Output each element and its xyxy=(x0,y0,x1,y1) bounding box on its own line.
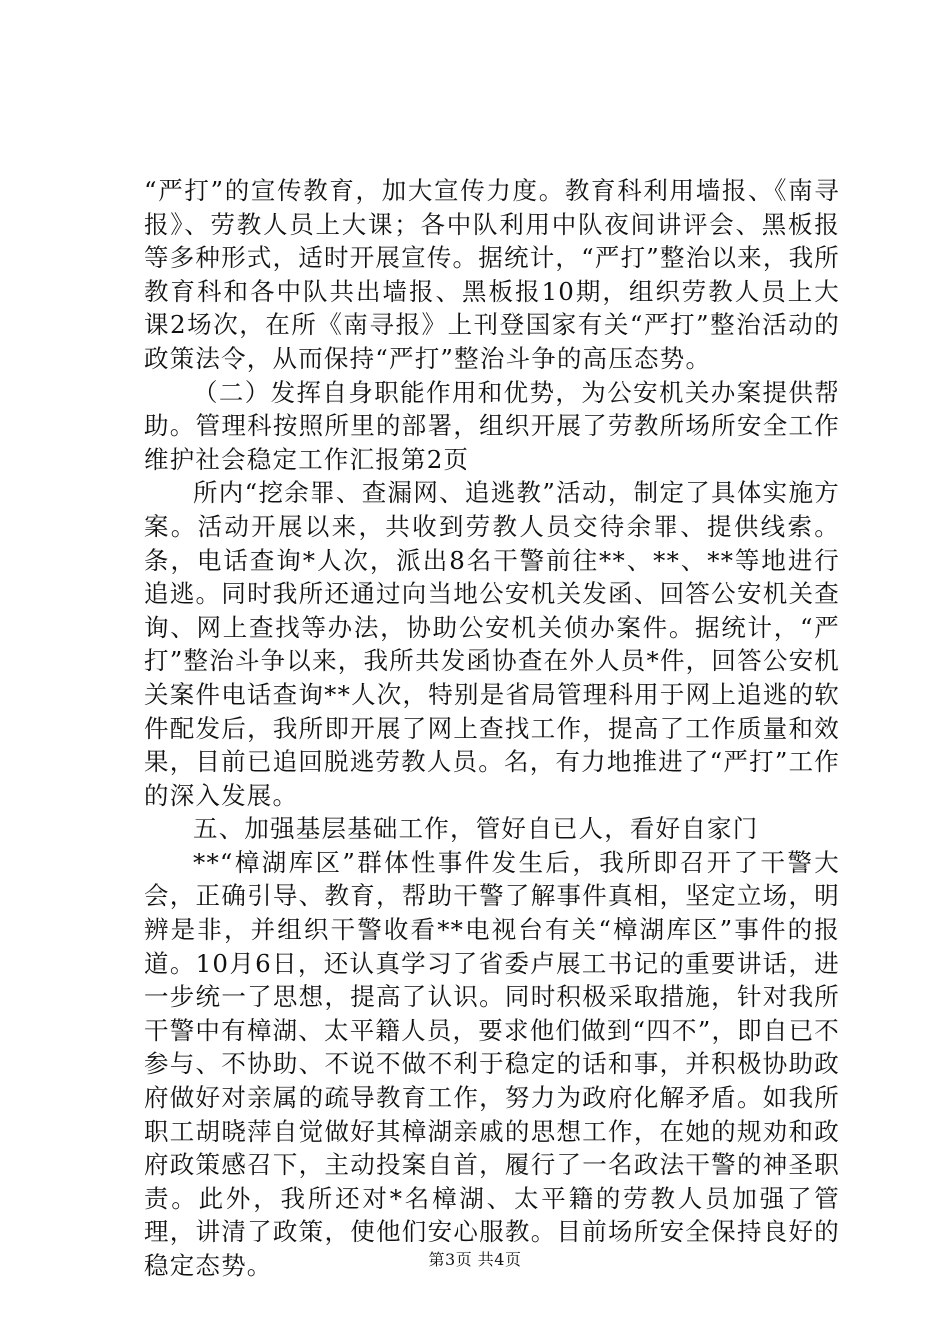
page-footer xyxy=(0,1250,950,1270)
paragraph-1: “严打”的宣传教育，加大宣传力度。教育科利用墙报、《南寻报》、劳教人员上大课；各中队利用中队夜间讲评会、黑板报等多种形式，适时开展宣传。据统计，“严打”整治以来，我所教育科和各中队共出墙报、黑板报10期，组织劳教人员上大课2场次，在所《南寻报》上刊登国家有关“严打”整治活动的政策法令，从而保持“严打”整治斗争的高压态势。 xyxy=(144,176,840,373)
section-heading-5: 五、加强基层基础工作，管好自已人，看好自家门 xyxy=(193,814,759,844)
paragraph-3: 所内“挖余罪、查漏网、追逃教”活动，制定了具体实施方案。活动开展以来，共收到劳教人员交待余罪、提供线索。条，电话查询*人次，派出8名干警前往**、**、**等地进行追逃。同时我所还通过向当地公安机关发函、回答公安机关查询、网上查找等办法，协助公安机关侦办案件。据统计，“严打”整治斗争以来，我所共发函协查在外人员*件，回答公安机关案件电话查询**人次，特别是省局管理科用于网上追逃的软件配发后，我所即开展了网上查找工作，提高了工作质量和效果，目前已追回脱逃劳教人员。名，有力地推进了“严打”工作的深入发展。 xyxy=(144,478,840,810)
paragraph-4: **“樟湖库区”群体性事件发生后，我所即召开了干警大会，正确引导、教育，帮助干警了解事件真相，坚定立场，明辨是非，并组织干警收看**电视台有关“樟湖库区”事件的报道。10月6日，还认真学习了省委卢展工书记的重要讲话，进一步统一了思想，提高了认识。同时积极采取措施，针对我所干警中有樟湖、太平籍人员，要求他们做到“四不”，即自已不参与、不协助、不说不做不利于稳定的话和事，并积极协助政府做好对亲属的疏导教育工作，努力为政府化解矛盾。如我所职工胡晓萍自觉做好其樟湖亲戚的思想工作，在她的规劝和政府政策感召下，主动投案自首，履行了一名政法干警的神圣职责。此外，我所还对*名樟湖、太平籍的劳教人员加强了管理，讲清了政策，使他们安心服教。目前场所安全保持良好的稳定态势。 xyxy=(144,847,840,1280)
document-body xyxy=(144,174,840,1283)
paragraph-2: （二）发挥自身职能作用和优势，为公安机关办案提供帮助。管理科按照所里的部署，组织开展了劳教所场所安全工作维护社会稳定工作汇报第2页 xyxy=(144,377,840,474)
page-number: 第3页 共4页 xyxy=(428,1250,522,1269)
